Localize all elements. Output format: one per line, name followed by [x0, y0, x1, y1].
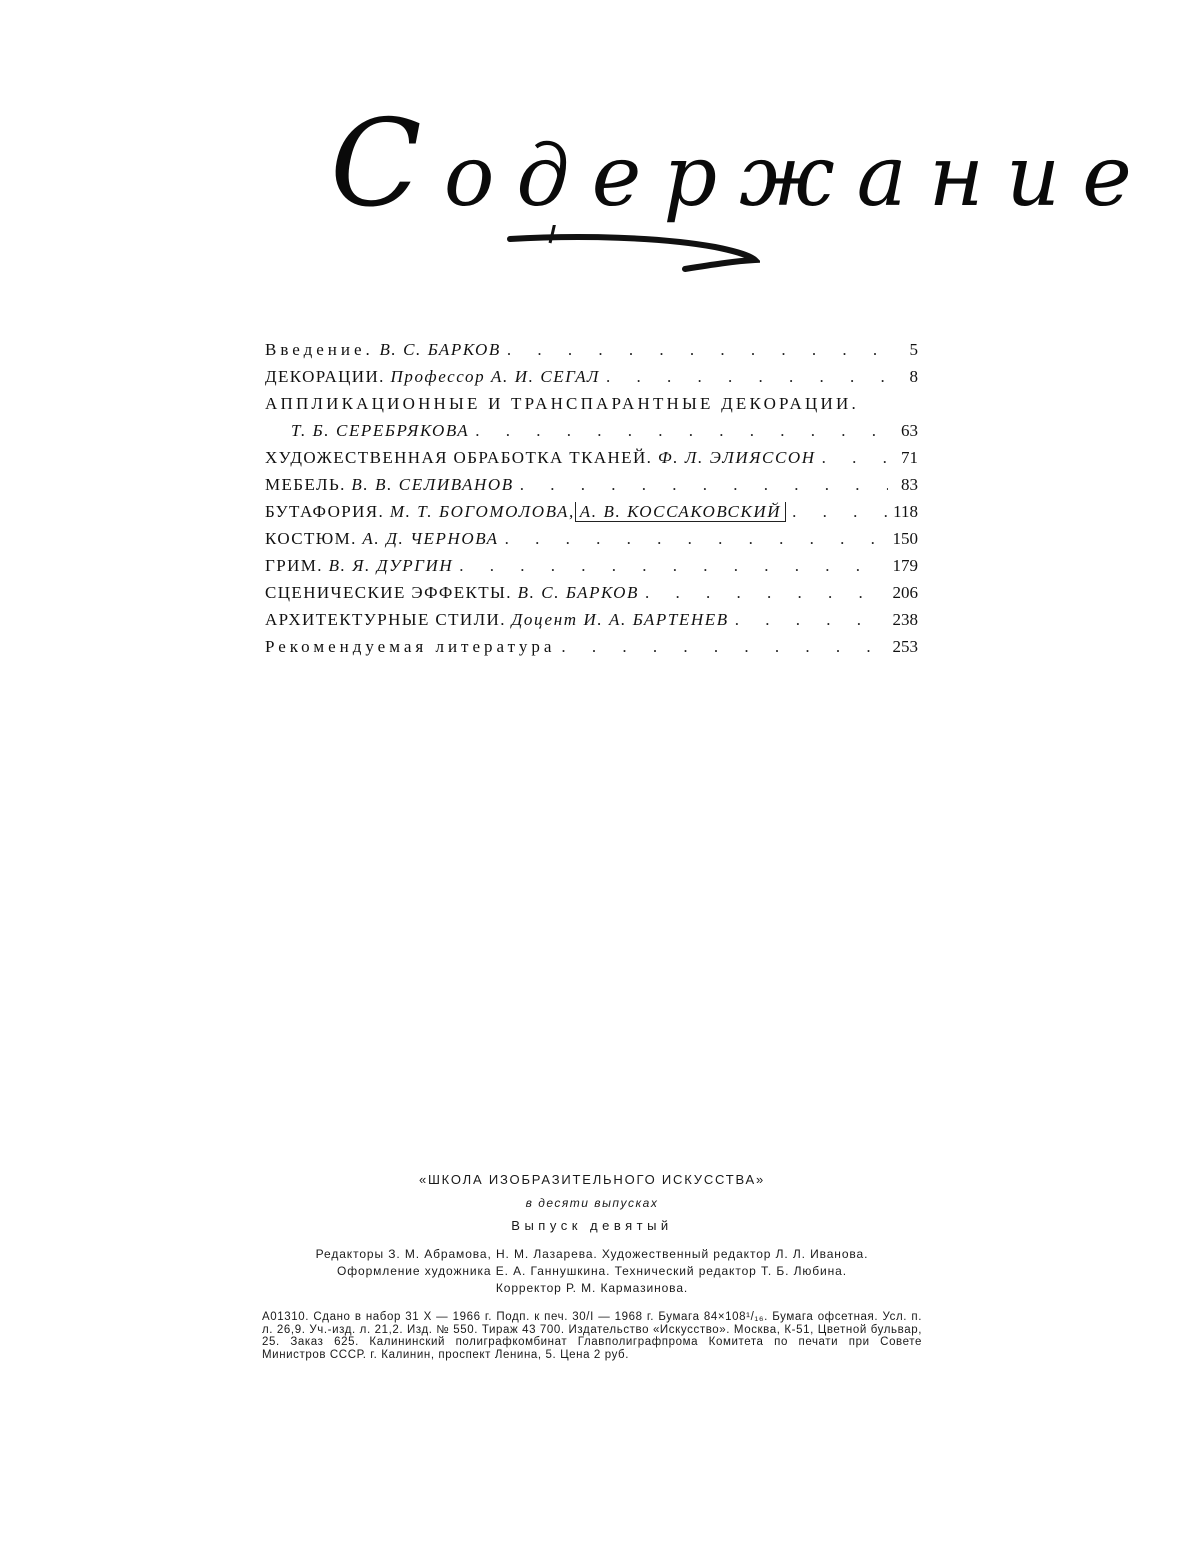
toc-page-number: 63 [901, 421, 918, 440]
toc-entry-author: Ф. Л. ЭЛИЯССОН [657, 448, 816, 467]
toc-page-number: 206 [892, 583, 918, 602]
toc-entry[interactable] [265, 529, 918, 556]
toc-entry[interactable] [265, 394, 918, 421]
toc-entry-title: ДЕКОРАЦИИ. [265, 367, 385, 386]
toc-entry[interactable] [265, 367, 918, 394]
table-of-contents [265, 340, 918, 664]
toc-entry-title: АППЛИКАЦИОННЫЕ И ТРАНСПАРАНТНЫЕ ДЕКОРАЦИИ. [265, 394, 859, 413]
toc-entry-title: МЕБЕЛЬ. [265, 475, 346, 494]
imprint-block [262, 1172, 922, 1361]
toc-page-number: 8 [909, 367, 918, 386]
toc-entry[interactable] [265, 448, 918, 475]
toc-entry-author-boxed: А. В. КОССАКОВСКИЙ [575, 502, 786, 522]
toc-entry-author: В. С. БАРКОВ [517, 583, 640, 602]
toc-entry-author: Доцент И. А. БАРТЕНЕВ [511, 610, 729, 629]
toc-leader-dots [475, 421, 888, 441]
toc-entry-title: БУТАФОРИЯ. [265, 502, 385, 521]
toc-entry-author: Т. Б. СЕРЕБРЯКОВА [291, 421, 470, 440]
toc-page-number: 150 [892, 529, 918, 548]
contents-heading [330, 95, 1154, 280]
toc-page-number: 179 [892, 556, 918, 575]
issue-number: Выпуск девятый [511, 1218, 673, 1233]
toc-entry-author: Профессор А. И. СЕГАЛ [390, 367, 600, 386]
toc-entry[interactable] [265, 610, 918, 637]
design-credit: Оформление художника Е. А. Ганнушкина. Технический редактор Т. Б. Любина. [337, 1264, 847, 1278]
editors-credit: Редакторы З. М. Абрамова, Н. М. Лазарева. Художественный редактор Л. Л. Иванова. [315, 1247, 869, 1261]
toc-leader-dots [561, 637, 886, 657]
toc-entry-title: ХУДОЖЕСТВЕННАЯ ОБРАБОТКА ТКАНЕЙ. [265, 448, 653, 467]
print-details: А01310. Сдано в набор 31 X — 1966 г. Подп. к печ. 30/I — 1968 г. Бумага 84×108¹/₁₆. Бумага офсетная. Усл. п. л. 26,9. Уч.-изд. л. 21,2. Изд. № 550. Тираж 43 700. Издательство «Искусство». Москва, К-51, Цветной бульвар, 25. Заказ 625. Калининский полиграфкомбинат Главполиграфпрома Комитета по печати при Совете Министров СССР. г. Калинин, проспект Ленина, 5. Цена 2 руб. [262, 1311, 922, 1361]
toc-entry[interactable] [265, 556, 918, 583]
toc-entry-author: А. Д. ЧЕРНОВА [362, 529, 499, 548]
toc-page-number: 118 [893, 502, 918, 521]
toc-leader-dots [822, 448, 888, 468]
toc-entry-author: В. Я. ДУРГИН [328, 556, 454, 575]
toc-page-number: 238 [892, 610, 918, 629]
title-flourish-ornament [500, 225, 760, 275]
toc-page-number: 71 [901, 448, 918, 467]
toc-leader-dots [520, 475, 888, 495]
toc-entry-title: АРХИТЕКТУРНЫЕ СТИЛИ. [265, 610, 506, 629]
toc-entry-author: В. С. БАРКОВ [379, 340, 501, 359]
toc-leader-dots [505, 529, 887, 549]
series-subtitle: в десяти выпусках [525, 1196, 659, 1210]
toc-page-number: 83 [901, 475, 918, 494]
series-title: «ШКОЛА ИЗОБРАЗИТЕЛЬНОГО ИСКУССТВА» [418, 1172, 766, 1187]
toc-entry[interactable] [265, 637, 918, 664]
toc-entry-title: СЦЕНИЧЕСКИЕ ЭФФЕКТЫ. [265, 583, 512, 602]
toc-leader-dots [645, 583, 886, 603]
toc-entry-title: Рекомендуемая литература [265, 637, 556, 656]
toc-entry-continuation[interactable] [265, 421, 918, 448]
contents-title: Содержание [330, 95, 1154, 234]
toc-entry[interactable] [265, 475, 918, 502]
toc-entry[interactable] [265, 340, 918, 367]
toc-entry-title: ГРИМ. [265, 556, 323, 575]
toc-entry-author: М. Т. БОГОМОЛОВА, [389, 502, 575, 521]
toc-leader-dots [606, 367, 888, 387]
toc-entry[interactable] [265, 502, 918, 529]
toc-leader-dots [735, 610, 887, 630]
toc-entry-title: КОСТЮМ. [265, 529, 357, 548]
toc-leader-dots [792, 502, 887, 522]
toc-page-number: 253 [892, 637, 918, 656]
toc-leader-dots [459, 556, 886, 576]
toc-page-number: 5 [909, 340, 918, 359]
toc-entry[interactable] [265, 583, 918, 610]
toc-entry-title: Введение. [265, 340, 374, 359]
toc-leader-dots [507, 340, 888, 360]
toc-entry-author: В. В. СЕЛИВАНОВ [351, 475, 514, 494]
corrector-credit: Корректор Р. М. Кармазинова. [495, 1281, 689, 1295]
